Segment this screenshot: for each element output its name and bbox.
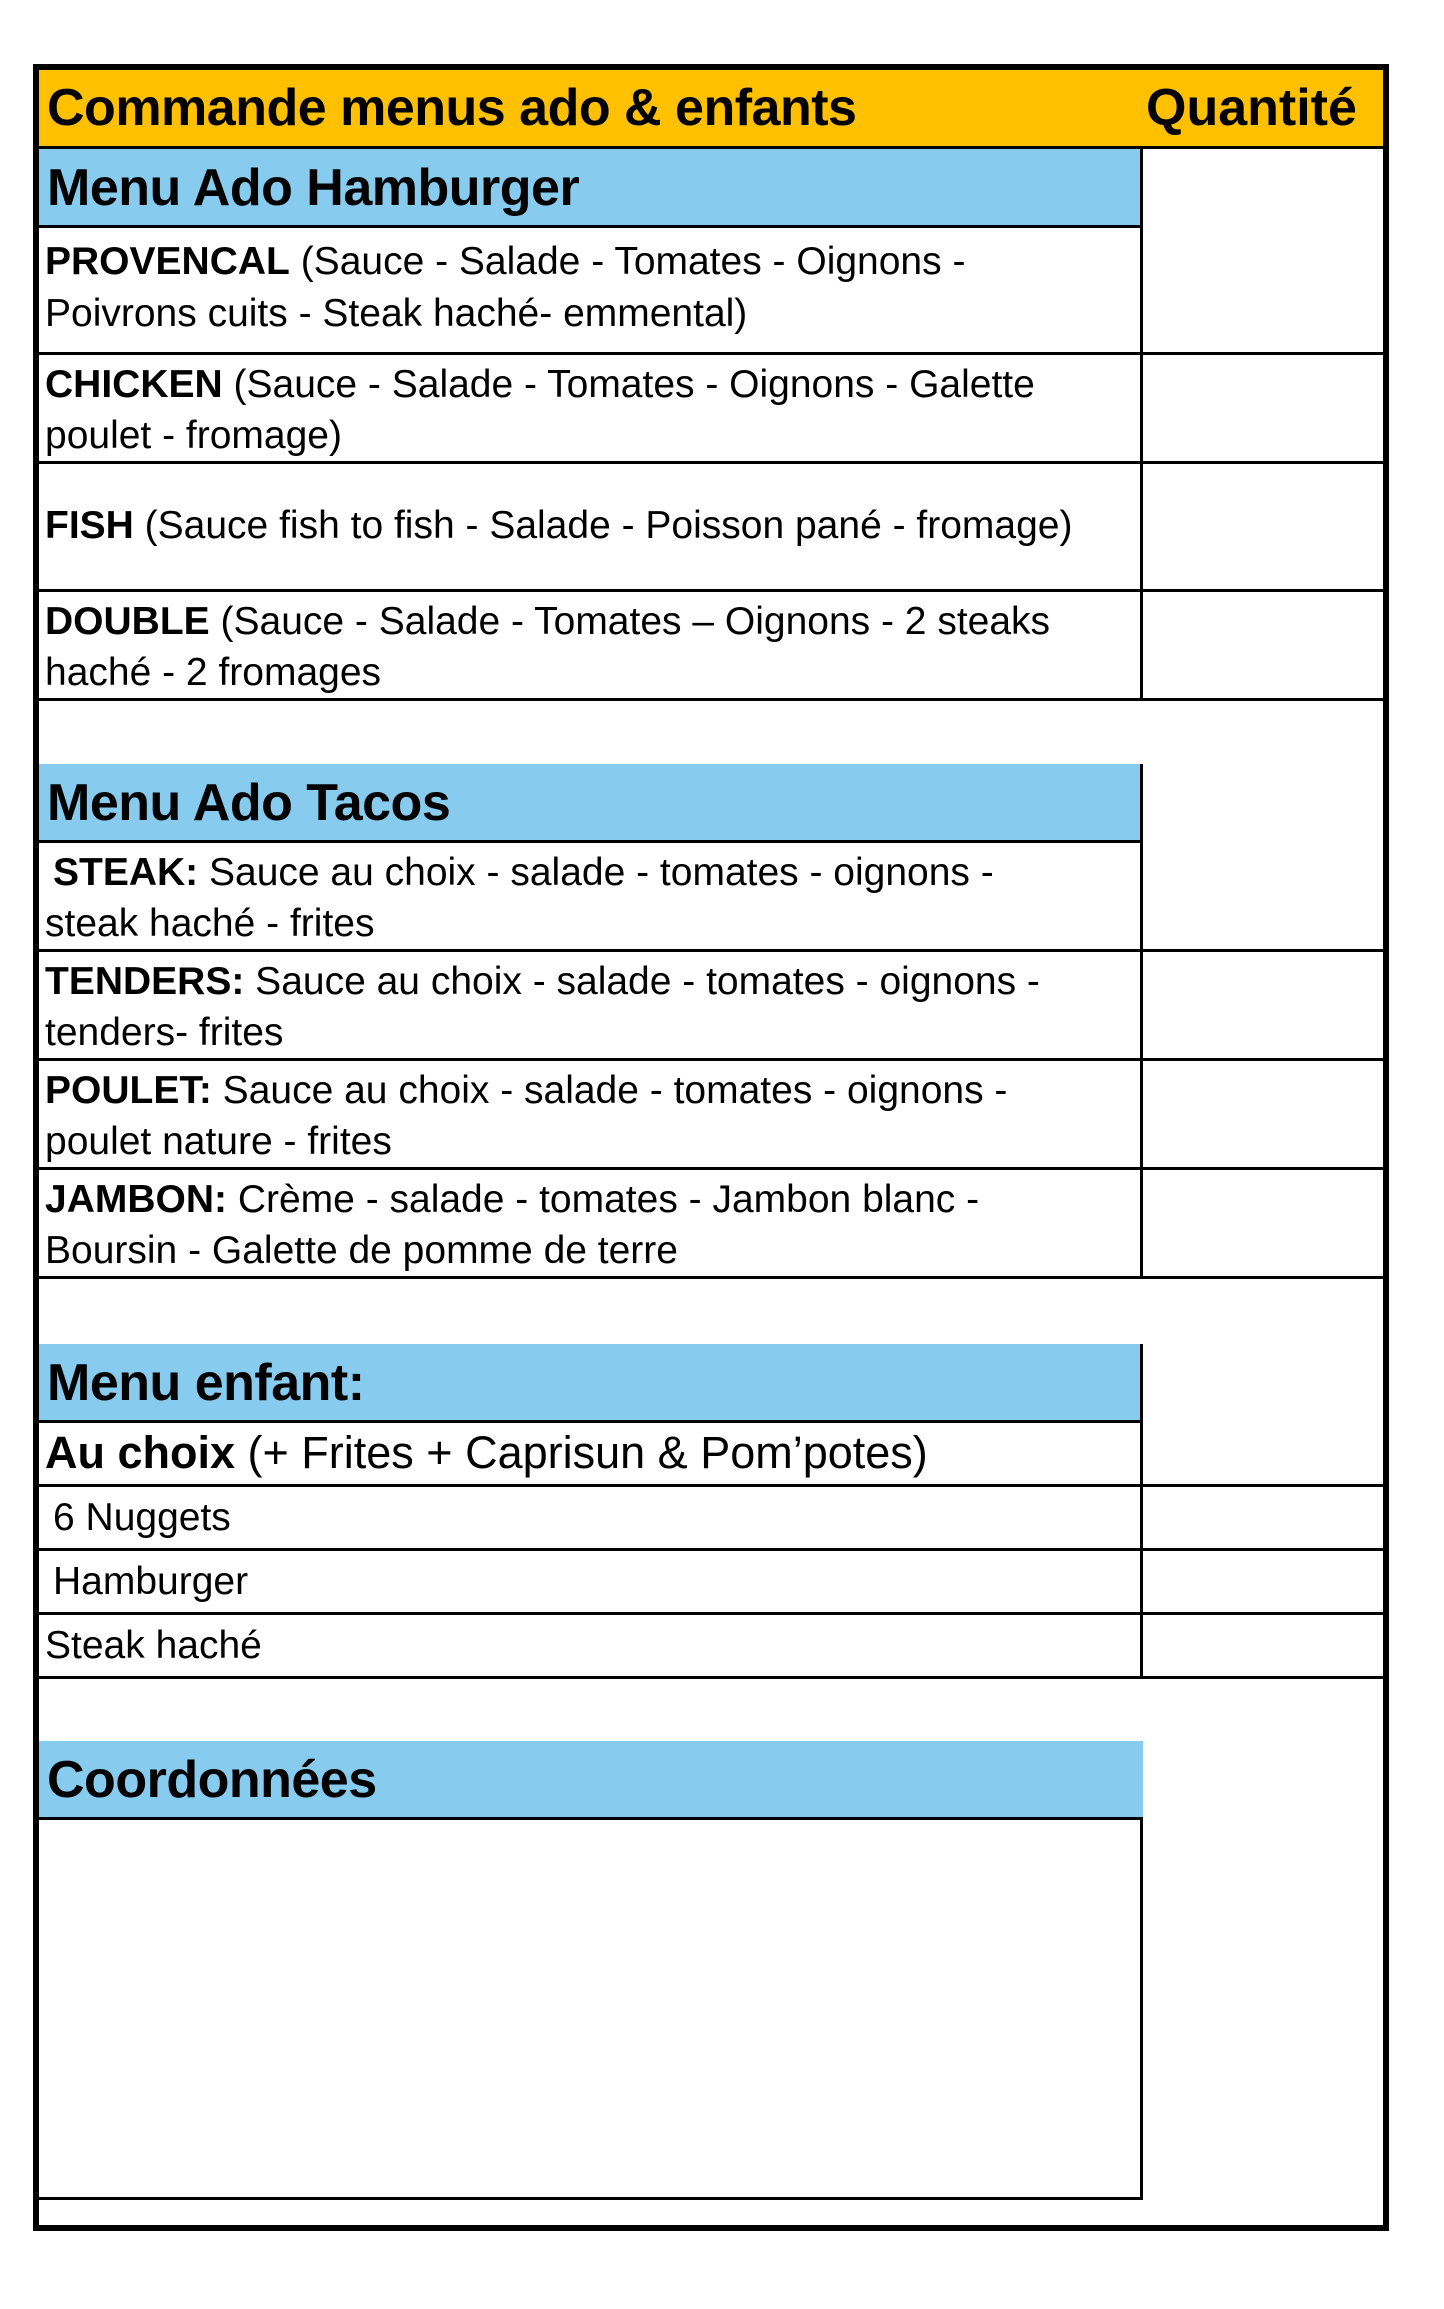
quantity-cell-steak[interactable] [1143, 843, 1383, 952]
tacos-item-jambon: JAMBON: Crème - salade - tomates - Jambon blanc - Boursin - Galette de pomme de terre [39, 1170, 1143, 1279]
quantity-cell-nuggets[interactable] [1143, 1487, 1383, 1551]
quantity-cell-jambon[interactable] [1143, 1170, 1383, 1279]
section-enfant-title: Menu enfant: [39, 1344, 1143, 1423]
quantity-cell-chicken[interactable] [1143, 355, 1383, 464]
quantity-cell-hamburger[interactable] [1143, 1551, 1383, 1615]
section-tacos-title: Menu Ado Tacos [39, 764, 1143, 843]
hamburger-item-double: DOUBLE (Sauce - Salade - Tomates – Oignons - 2 steaks haché - 2 fromages [39, 592, 1143, 701]
section-hamburger-title: Menu Ado Hamburger [39, 149, 1143, 228]
section-coordonnees-title: Coordonnées [39, 1741, 1143, 1820]
tacos-item-tenders: TENDERS: Sauce au choix - salade - tomates - oignons - tenders- frites [39, 952, 1143, 1061]
tacos-item-steak: STEAK: Sauce au choix - salade - tomates - oignons - steak haché - frites [39, 843, 1143, 952]
hamburger-item-chicken: CHICKEN (Sauce - Salade - Tomates - Oignons - Galette poulet - fromage) [39, 355, 1143, 464]
order-form [33, 64, 1389, 2231]
enfant-item-hamburger: Hamburger [39, 1551, 1143, 1615]
quantity-cell-steak-hache[interactable] [1143, 1615, 1383, 1679]
form-title: Commande menus ado & enfants [47, 79, 857, 137]
quantity-cell-choice[interactable] [1143, 1423, 1383, 1487]
quantity-cell-double[interactable] [1143, 592, 1383, 701]
quantity-column-header: Quantité [1146, 79, 1357, 137]
enfant-item-nuggets: 6 Nuggets [39, 1487, 1143, 1551]
coordonnees-input-box[interactable] [39, 1820, 1143, 2200]
quantity-cell-poulet[interactable] [1143, 1061, 1383, 1170]
form-header [39, 70, 1383, 149]
quantity-cell-provencal[interactable] [1143, 228, 1383, 355]
tacos-item-poulet: POULET: Sauce au choix - salade - tomates - oignons - poulet nature - frites [39, 1061, 1143, 1170]
enfant-item-steak-hache: Steak haché [39, 1615, 1143, 1679]
quantity-cell-fish[interactable] [1143, 464, 1383, 592]
enfant-choice-row: Au choix (+ Frites + Caprisun & Pom’potes) [39, 1423, 1143, 1487]
hamburger-item-fish: FISH (Sauce fish to fish - Salade - Poisson pané - fromage) [39, 464, 1143, 592]
hamburger-item-provencal: PROVENCAL (Sauce - Salade - Tomates - Oignons - Poivrons cuits - Steak haché- emmental) [39, 228, 1143, 355]
quantity-cell-tenders[interactable] [1143, 952, 1383, 1061]
